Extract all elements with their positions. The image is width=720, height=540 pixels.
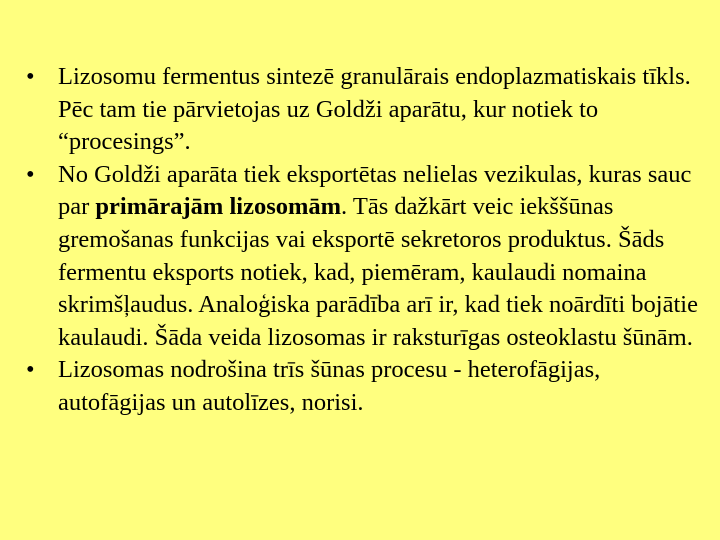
bullet-list: [26, 61, 706, 420]
bullet-icon: •: [26, 63, 35, 90]
bullet-text-bold-term: primārajām lizosomām: [95, 193, 342, 221]
bullet-item-primaras-lizosomas: [26, 159, 706, 355]
bullet-text: Lizosomas nodrošina trīs šūnas procesu - heterofāgijas, autofāgijas un autolīzes, norisi.: [58, 356, 601, 416]
bullet-item-fermentu-sinteze: [26, 61, 706, 159]
bullet-text-end: . Tās dažkārt veic iekššūnas gremošanas funkcijas vai eksportē sekretoros produktus. Šāds fermentu eksports notiek, kad, piemēram, kaulaudi nomaina skrimšļaudus. Analoģiska parādība arī ir, kad tiek noārdīti bojātie kaulaudi. Šāda veida lizosomas ir raksturīgas osteoklastu šūnām.: [58, 193, 698, 351]
bullet-text-start: No Goldži aparāta tiek eksportētas nelielas vezikulas, kuras sauc par: [58, 160, 692, 221]
bullet-text: [58, 159, 706, 355]
bullet-text: Lizosomu fermentus sintezē granulārais endoplazmatiskais tīkls. Pēc tam tie pārvietojas uz Goldži aparātu, kur notiek to “procesings”.: [58, 63, 691, 156]
bullet-icon: •: [26, 356, 35, 384]
bullet-item-procesi: [26, 354, 706, 419]
bullet-icon: •: [26, 160, 35, 188]
